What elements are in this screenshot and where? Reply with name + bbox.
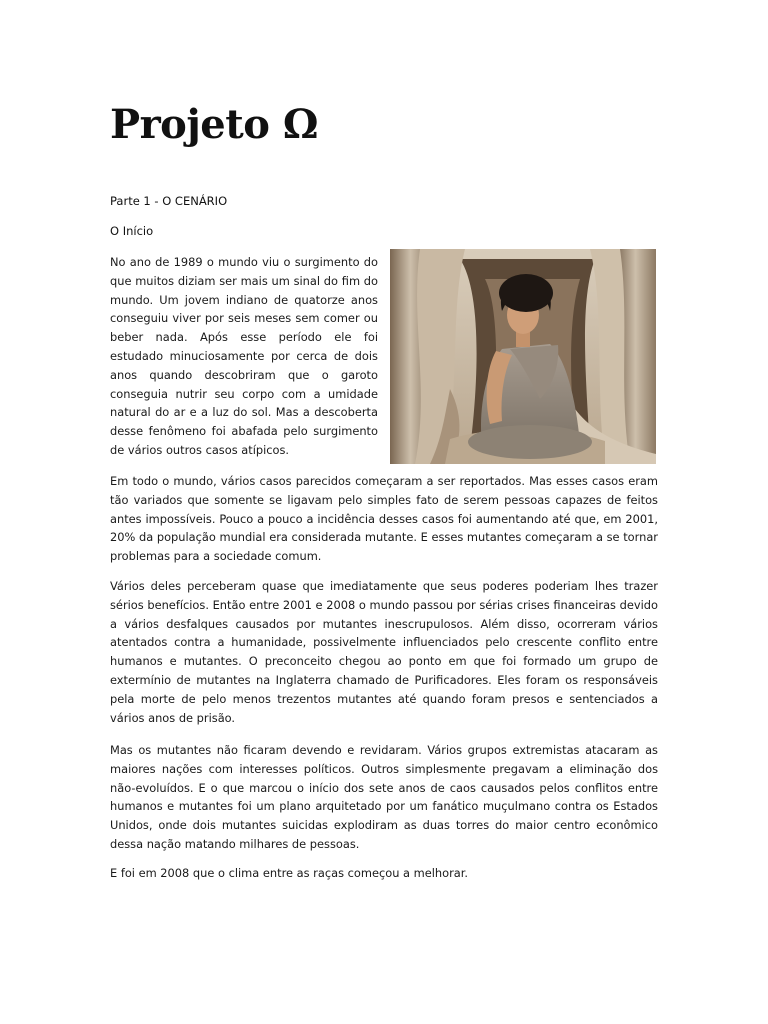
paragraph-4: Mas os mutantes não ficaram devendo e revidaram. Vários grupos extremistas atacaram as maiores nações com interesses políticos. Outros simplesmente pregavam a eliminação dos não-evoluídos. E o que marcou o início dos sete anos de caos causados pelos conflitos entre humanos e mutantes foi um plano arquitetado por um fanático muçulmano contra os Estados Unidos, onde dois mutantes suicidas explodiram as duas torres do maior centro econômico dessa nação matando milhares de pessoas. <box>110 743 658 851</box>
subheading: O Início <box>110 224 154 238</box>
paragraph-5: E foi em 2008 que o clima entre as raças começou a melhorar. <box>110 866 469 880</box>
paragraph-2: Em todo o mundo, vários casos parecidos começaram a ser reportados. Mas esses casos eram tão variados que somente se ligavam pelo simples fato de serem pessoas capazes de feitos antes impossíveis. Pouco a pouco a incidência desses casos foi aumentando até que, em 2001, 20% da população mundial era considerada mutante. E esses mutantes começaram a se tornar problemas para a sociedade comum. <box>110 474 658 564</box>
section-heading: Parte 1 - O CENÁRIO <box>110 194 228 208</box>
paragraph-3: Vários deles perceberam quase que imediatamente que seus poderes poderiam lhes trazer sérios benefícios. Então entre 2001 e 2008 o mundo passou por sérias crises financeiras devido a vários desfalques causados por mutantes inescrupulosos. Além disso, ocorreram vários atentados contra a humanidade, possivelmente influenciados pelo crescente conflito entre humanos e mutantes. O preconceito chegou ao ponto em que foi formado um grupo de extermínio de mutantes na Inglaterra chamado de Purificadores. Eles foram os responsáveis pela morte de pelo menos trezentos mutantes até quando foram presos e sentenciados a vários anos de prisão. <box>110 579 658 725</box>
meditating-boy-photo <box>390 249 656 464</box>
photo-illustration <box>390 249 656 464</box>
document-title: Projeto Ω <box>110 101 318 148</box>
paragraph-1: No ano de 1989 o mundo viu o surgimento do que muitos diziam ser mais um sinal do fim do mundo. Um jovem indiano de quatorze anos conseguiu viver por seis meses sem comer ou beber nada. Após esse período ele foi estudado minuciosamente por cerca de dois anos quando descobriram que o garoto conseguia nutrir seu corpo com a umidade natural do ar e a luz do sol. Mas a descoberta desse fenômeno foi abafada pelo surgimento de vários outros casos atípicos. <box>110 255 378 457</box>
